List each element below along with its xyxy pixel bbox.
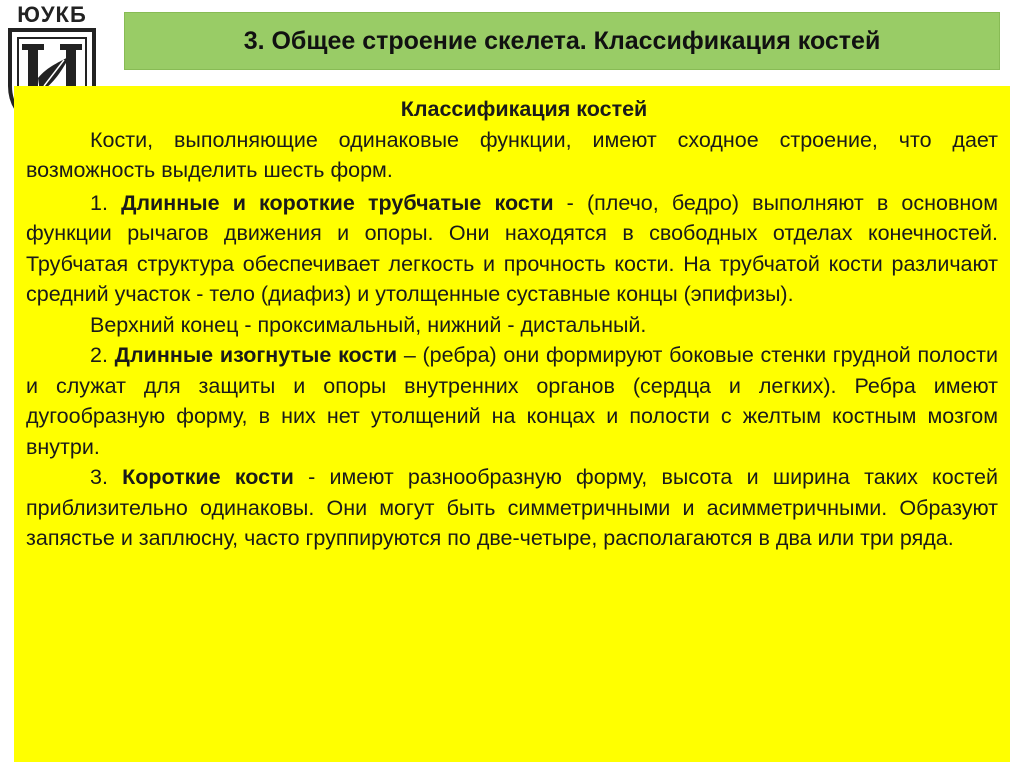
item-3-text: - имеют разнообразную форму, высота и ширина таких костей приблизительно одинаковы. Они могут быть симметричными и асимметричными. Образуют запястье и заплюсну, часто группируются по две-четыре, располагаются в два или три ряда. [26,465,998,550]
item-1-extra: Верхний конец - проксимальный, нижний - дистальный. [90,312,647,337]
item-1-number: 1. [90,190,108,215]
content-panel [14,86,1010,762]
item-2-number: 2. [90,343,108,367]
logo-text: ЮУКБ [17,2,87,27]
item-3-number: 3. [90,465,108,489]
page-title: 3. Общее строение скелета. Классификация костей [124,12,1000,70]
item-3-paragraph [26,462,998,554]
item-1-text: - (плечо, бедро) выполняют в основном функции рычагов движения и опоры. Они находятся в свободных отделах конечностей. Трубчатая структура обеспечивает легкость и прочность кости. На трубчатой кости различают средний участок - тело (диафиз) и утолщенные суставные концы (эпифизы). [26,190,998,306]
item-1-paragraph [26,188,998,310]
item-3-term: Короткие кости [122,465,294,489]
item-1-term: Длинные и короткие трубчатые кости [121,190,554,215]
intro-paragraph: Кости, выполняющие одинаковые функции, имеют сходное строение, что дает возможность выделить шесть форм. [26,127,998,182]
item-2-paragraph [26,340,998,462]
item-2-term: Длинные изогнутые кости [114,343,398,367]
section-heading: Классификация костей [400,97,648,121]
item-2-text: – (ребра) они формируют боковые стенки грудной полости и служат для защиты и опоры внутренних органов (сердца и легких). Ребра имеют дугообразную форму, в них нет утолщений на концах и полости с желтым костным мозгом внутри. [26,343,998,459]
